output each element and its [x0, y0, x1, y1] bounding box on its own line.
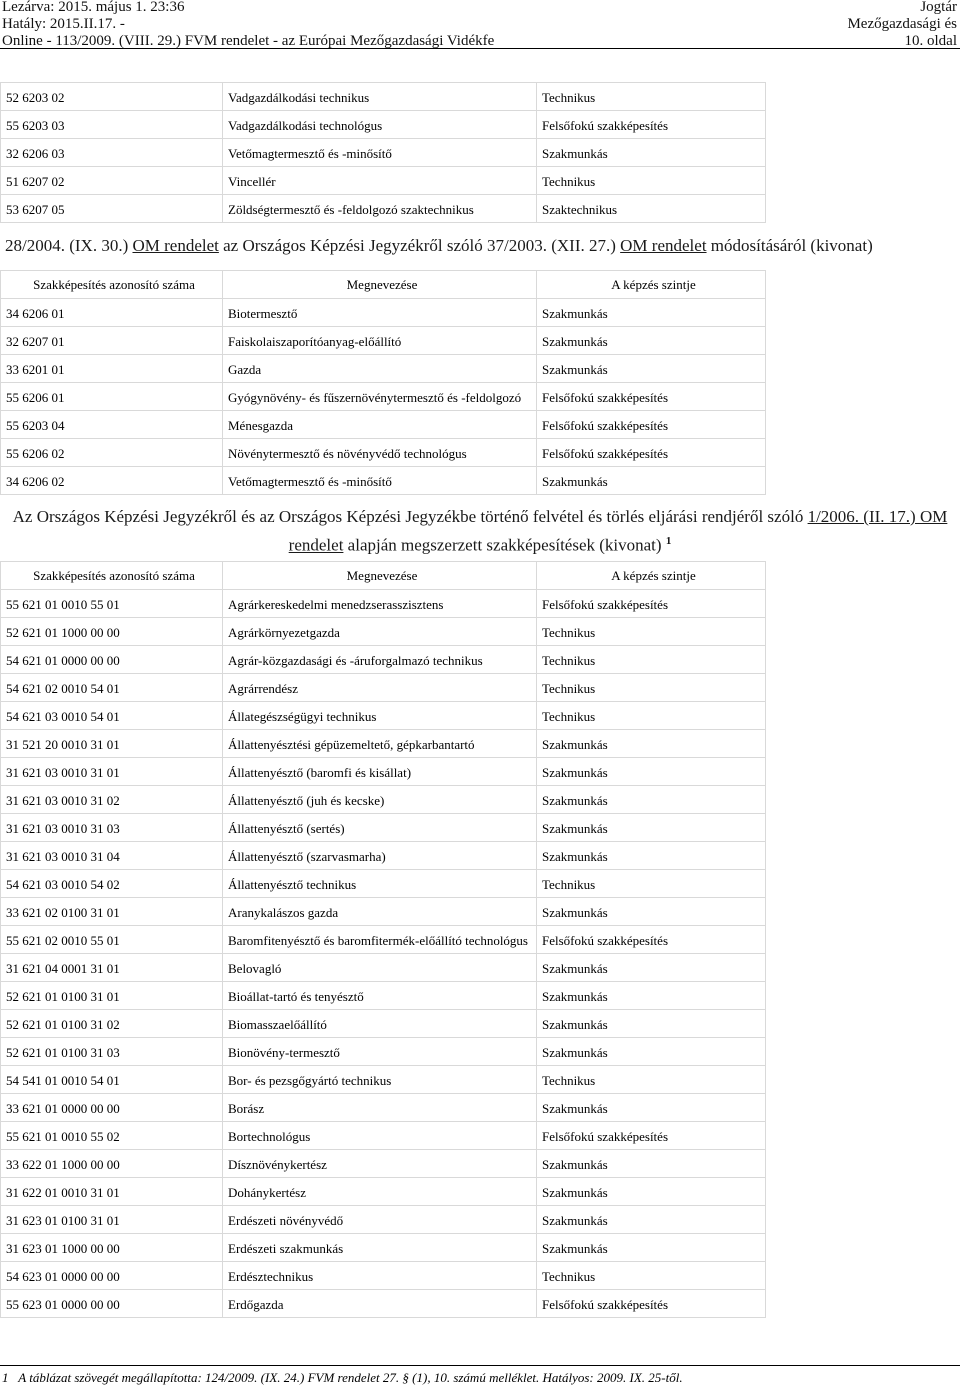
qualification-level: Szakmunkás	[537, 758, 766, 786]
qualification-level: Szakmunkás	[537, 139, 766, 167]
table-row	[1, 467, 766, 495]
qualification-name: Állattenyésztő technikus	[223, 870, 537, 898]
qualification-level: Szakmunkás	[537, 814, 766, 842]
qualification-table-continued	[0, 82, 766, 223]
qualification-id: 33 621 02 0100 31 01	[1, 898, 223, 926]
table-row	[1, 327, 766, 355]
qualification-name: Vadgazdálkodási technikus	[223, 83, 537, 111]
table-row	[1, 1038, 766, 1066]
qualification-id: 31 621 04 0001 31 01	[1, 954, 223, 982]
table-row	[1, 195, 766, 223]
qualification-level: Szakmunkás	[537, 1038, 766, 1066]
om-rendelet-link-3[interactable]: 1/2006. (II. 17.) OM rendelet	[288, 507, 948, 555]
qualification-id: 31 521 20 0010 31 01	[1, 730, 223, 758]
table-row	[1, 1178, 766, 1206]
page-header	[0, 0, 960, 48]
qualification-name: Gazda	[223, 355, 537, 383]
qualification-level: Felsőfokú szakképesítés	[537, 1290, 766, 1318]
qualification-level: Felsőfokú szakképesítés	[537, 383, 766, 411]
qualification-level: Szakmunkás	[537, 786, 766, 814]
qualification-id: 34 6206 02	[1, 467, 223, 495]
qualification-id: 52 621 01 0100 31 01	[1, 982, 223, 1010]
qualification-id: 52 6203 02	[1, 83, 223, 111]
qualification-level: Technikus	[537, 646, 766, 674]
table-row	[1, 870, 766, 898]
table-row	[1, 111, 766, 139]
qualification-level: Felsőfokú szakképesítés	[537, 1122, 766, 1150]
qualification-name: Biotermesztő	[223, 299, 537, 327]
table-row	[1, 1066, 766, 1094]
qualification-id: 32 6207 01	[1, 327, 223, 355]
qualification-level: Szakmunkás	[537, 898, 766, 926]
qualification-name: Bor- és pezsgőgyártó technikus	[223, 1066, 537, 1094]
qualification-id: 54 621 03 0010 54 01	[1, 702, 223, 730]
qualification-level: Technikus	[537, 702, 766, 730]
qualification-name: Állattenyésztő (juh és kecske)	[223, 786, 537, 814]
header-brand: Jogtár	[920, 0, 957, 15]
table-row	[1, 646, 766, 674]
qualification-name: Állattenyésztő (baromfi és kisállat)	[223, 758, 537, 786]
table-row	[1, 926, 766, 954]
col-header-id: Szakképesítés azonosító száma	[1, 271, 223, 299]
table-row	[1, 383, 766, 411]
table1-body	[1, 83, 766, 223]
qualification-level: Szakmunkás	[537, 842, 766, 870]
qualification-level: Szakmunkás	[537, 1150, 766, 1178]
footnote-reference[interactable]: 1	[665, 535, 672, 547]
qualification-level: Szakmunkás	[537, 355, 766, 383]
qualification-id: 34 6206 01	[1, 299, 223, 327]
qualification-level: Szakmunkás	[537, 982, 766, 1010]
qualification-level: Szakmunkás	[537, 1206, 766, 1234]
qualification-level: Technikus	[537, 167, 766, 195]
qualification-name: Agrár-közgazdasági és -áruforgalmazó technikus	[223, 646, 537, 674]
qualification-id: 55 623 01 0000 00 00	[1, 1290, 223, 1318]
table-row	[1, 83, 766, 111]
qualification-id: 55 6203 03	[1, 111, 223, 139]
table-row	[1, 1010, 766, 1038]
qualification-level: Felsőfokú szakképesítés	[537, 111, 766, 139]
qualification-name: Növénytermesztő és növényvédő technológus	[223, 439, 537, 467]
qualification-table-2004	[0, 270, 766, 495]
qualification-name: Vetőmagtermesztő és -minősítő	[223, 139, 537, 167]
qualification-id: 31 621 03 0010 31 04	[1, 842, 223, 870]
qualification-level: Felsőfokú szakképesítés	[537, 926, 766, 954]
table-row	[1, 1234, 766, 1262]
qualification-name: Zöldségtermesztő és -feldolgozó szaktechnikus	[223, 195, 537, 223]
table-row	[1, 439, 766, 467]
qualification-id: 31 622 01 0010 31 01	[1, 1178, 223, 1206]
qualification-level: Felsőfokú szakképesítés	[537, 590, 766, 618]
qualification-level: Szakmunkás	[537, 299, 766, 327]
qualification-id: 54 621 03 0010 54 02	[1, 870, 223, 898]
table-row	[1, 730, 766, 758]
table-row	[1, 982, 766, 1010]
qualification-level: Technikus	[537, 870, 766, 898]
table2-body	[1, 299, 766, 495]
qualification-id: 54 621 01 0000 00 00	[1, 646, 223, 674]
qualification-id: 55 6206 01	[1, 383, 223, 411]
qualification-level: Technikus	[537, 1262, 766, 1290]
table-row	[1, 411, 766, 439]
qualification-id: 55 621 01 0010 55 01	[1, 590, 223, 618]
qualification-id: 54 621 02 0010 54 01	[1, 674, 223, 702]
qualification-id: 55 621 02 0010 55 01	[1, 926, 223, 954]
qualification-name: Belovagló	[223, 954, 537, 982]
table-row	[1, 618, 766, 646]
qualification-name: Bioállat-tartó és tenyésztő	[223, 982, 537, 1010]
qualification-name: Baromfitenyésztő és baromfitermék-előállító technológus	[223, 926, 537, 954]
table-row	[1, 1262, 766, 1290]
col-header-name: Megnevezése	[223, 271, 537, 299]
table-row	[1, 1122, 766, 1150]
qualification-name: Állattenyésztő (szarvasmarha)	[223, 842, 537, 870]
qualification-id: 54 541 01 0010 54 01	[1, 1066, 223, 1094]
qualification-name: Aranykalászos gazda	[223, 898, 537, 926]
qualification-id: 31 621 03 0010 31 03	[1, 814, 223, 842]
qualification-name: Erdőgazda	[223, 1290, 537, 1318]
table3-body	[1, 590, 766, 1318]
header-closed-date: Lezárva: 2015. május 1. 23:36	[2, 0, 185, 15]
qualification-name: Biomasszaelőállító	[223, 1010, 537, 1038]
qualification-level: Felsőfokú szakképesítés	[537, 411, 766, 439]
qualification-name: Erdésztechnikus	[223, 1262, 537, 1290]
qualification-id: 33 622 01 1000 00 00	[1, 1150, 223, 1178]
qualification-id: 33 621 01 0000 00 00	[1, 1094, 223, 1122]
table-row	[1, 898, 766, 926]
om-rendelet-link-2[interactable]: OM rendelet	[620, 236, 707, 255]
table-row	[1, 1290, 766, 1318]
qualification-level: Szakmunkás	[537, 327, 766, 355]
qualification-name: Bionövény-termesztő	[223, 1038, 537, 1066]
qualification-id: 55 621 01 0010 55 02	[1, 1122, 223, 1150]
qualification-level: Szakmunkás	[537, 1010, 766, 1038]
qualification-name: Borász	[223, 1094, 537, 1122]
header-effective-date: Hatály: 2015.II.17. -	[2, 16, 125, 32]
qualification-id: 31 623 01 0100 31 01	[1, 1206, 223, 1234]
qualification-id: 52 621 01 0100 31 02	[1, 1010, 223, 1038]
section3-title: Az Országos Képzési Jegyzékről és az Országos Képzési Jegyzékbe történő felvétel és törlés eljárási rendjéről szóló 1/2006. (II. 17.) OM rendelet alapján megszerzett szakképesítések (kivonat) $^1$	[12, 507, 948, 555]
qualification-name: Állategészségügyi technikus	[223, 702, 537, 730]
table-row	[1, 1094, 766, 1122]
qualification-level: Szakmunkás	[537, 730, 766, 758]
qualification-id: 32 6206 03	[1, 139, 223, 167]
qualification-id: 31 621 03 0010 31 02	[1, 786, 223, 814]
table-row	[1, 1150, 766, 1178]
qualification-table-2006	[0, 561, 766, 1318]
qualification-name: Erdészeti növényvédő	[223, 1206, 537, 1234]
qualification-name: Ménesgazda	[223, 411, 537, 439]
table-row	[1, 954, 766, 982]
qualification-level: Szakmunkás	[537, 954, 766, 982]
table-row	[1, 842, 766, 870]
table-row	[1, 674, 766, 702]
qualification-id: 31 623 01 1000 00 00	[1, 1234, 223, 1262]
qualification-level: Technikus	[537, 618, 766, 646]
table-row	[1, 758, 766, 786]
header-subject: Mezőgazdasági és	[847, 16, 957, 32]
qualification-name: Erdészeti szakmunkás	[223, 1234, 537, 1262]
qualification-name: Vetőmagtermesztő és -minősítő	[223, 467, 537, 495]
footnote	[2, 1370, 683, 1386]
qualification-level: Technikus	[537, 1066, 766, 1094]
qualification-id: 52 621 01 1000 00 00	[1, 618, 223, 646]
qualification-id: 51 6207 02	[1, 167, 223, 195]
qualification-level: Szaktechnikus	[537, 195, 766, 223]
qualification-id: 52 621 01 0100 31 03	[1, 1038, 223, 1066]
col-header-name: Megnevezése	[223, 562, 537, 590]
qualification-id: 31 621 03 0010 31 01	[1, 758, 223, 786]
table-row	[1, 814, 766, 842]
qualification-name: Állattenyésztési gépüzemeltető, gépkarbantartó	[223, 730, 537, 758]
qualification-name: Vincellér	[223, 167, 537, 195]
table-row	[1, 786, 766, 814]
header-document-title: Online - 113/2009. (VIII. 29.) FVM rendelet - az Európai Mezőgazdasági Vidékfe	[2, 33, 495, 49]
qualification-name: Dohánykertész	[223, 1178, 537, 1206]
qualification-name: Faiskolaiszaporítóanyag-előállító	[223, 327, 537, 355]
footnote-divider	[0, 1365, 960, 1366]
table-row	[1, 355, 766, 383]
header-right	[847, 0, 957, 50]
qualification-name: Agrárkörnyezetgazda	[223, 618, 537, 646]
qualification-id: 55 6203 04	[1, 411, 223, 439]
qualification-level: Szakmunkás	[537, 1094, 766, 1122]
qualification-level: Szakmunkás	[537, 1234, 766, 1262]
qualification-name: Vadgazdálkodási technológus	[223, 111, 537, 139]
qualification-level: Szakmunkás	[537, 1178, 766, 1206]
qualification-name: Agrárkereskedelmi menedzserasszisztens	[223, 590, 537, 618]
table-row	[1, 299, 766, 327]
table-row	[1, 167, 766, 195]
col-header-id: Szakképesítés azonosító száma	[1, 562, 223, 590]
footnote-number: 1	[2, 1370, 9, 1385]
qualification-level: Technikus	[537, 83, 766, 111]
qualification-level: Szakmunkás	[537, 467, 766, 495]
table-row	[1, 1206, 766, 1234]
col-header-level: A képzés szintje	[537, 562, 766, 590]
col-header-level: A képzés szintje	[537, 271, 766, 299]
table-row	[1, 139, 766, 167]
qualification-name: Gyógynövény- és fűszernövénytermesztő és -feldolgozó	[223, 383, 537, 411]
qualification-name: Dísznövénykertész	[223, 1150, 537, 1178]
table-row	[1, 702, 766, 730]
qualification-id: 54 623 01 0000 00 00	[1, 1262, 223, 1290]
header-left	[2, 0, 494, 50]
footnote-text: A táblázat szövegét megállapította: 124/2009. (IX. 24.) FVM rendelet 27. § (1), 10. számú melléklet. Hatályos: 2009. IX. 25-től.	[18, 1370, 683, 1385]
qualification-id: 55 6206 02	[1, 439, 223, 467]
om-rendelet-link-1[interactable]: OM rendelet	[132, 236, 219, 255]
qualification-level: Felsőfokú szakképesítés	[537, 439, 766, 467]
qualification-name: Állattenyésztő (sertés)	[223, 814, 537, 842]
qualification-name: Bortechnológus	[223, 1122, 537, 1150]
header-page-number: 10. oldal	[904, 33, 957, 49]
qualification-id: 33 6201 01	[1, 355, 223, 383]
qualification-id: 53 6207 05	[1, 195, 223, 223]
section2-title: 28/2004. (IX. 30.) OM rendelet az Országos Képzési Jegyzékről szóló 37/2003. (XII. 27.) OM rendelet módosításáról (kivonat)	[5, 236, 873, 255]
qualification-level: Technikus	[537, 674, 766, 702]
table-row	[1, 590, 766, 618]
header-divider	[0, 48, 960, 49]
qualification-name: Agrárrendész	[223, 674, 537, 702]
